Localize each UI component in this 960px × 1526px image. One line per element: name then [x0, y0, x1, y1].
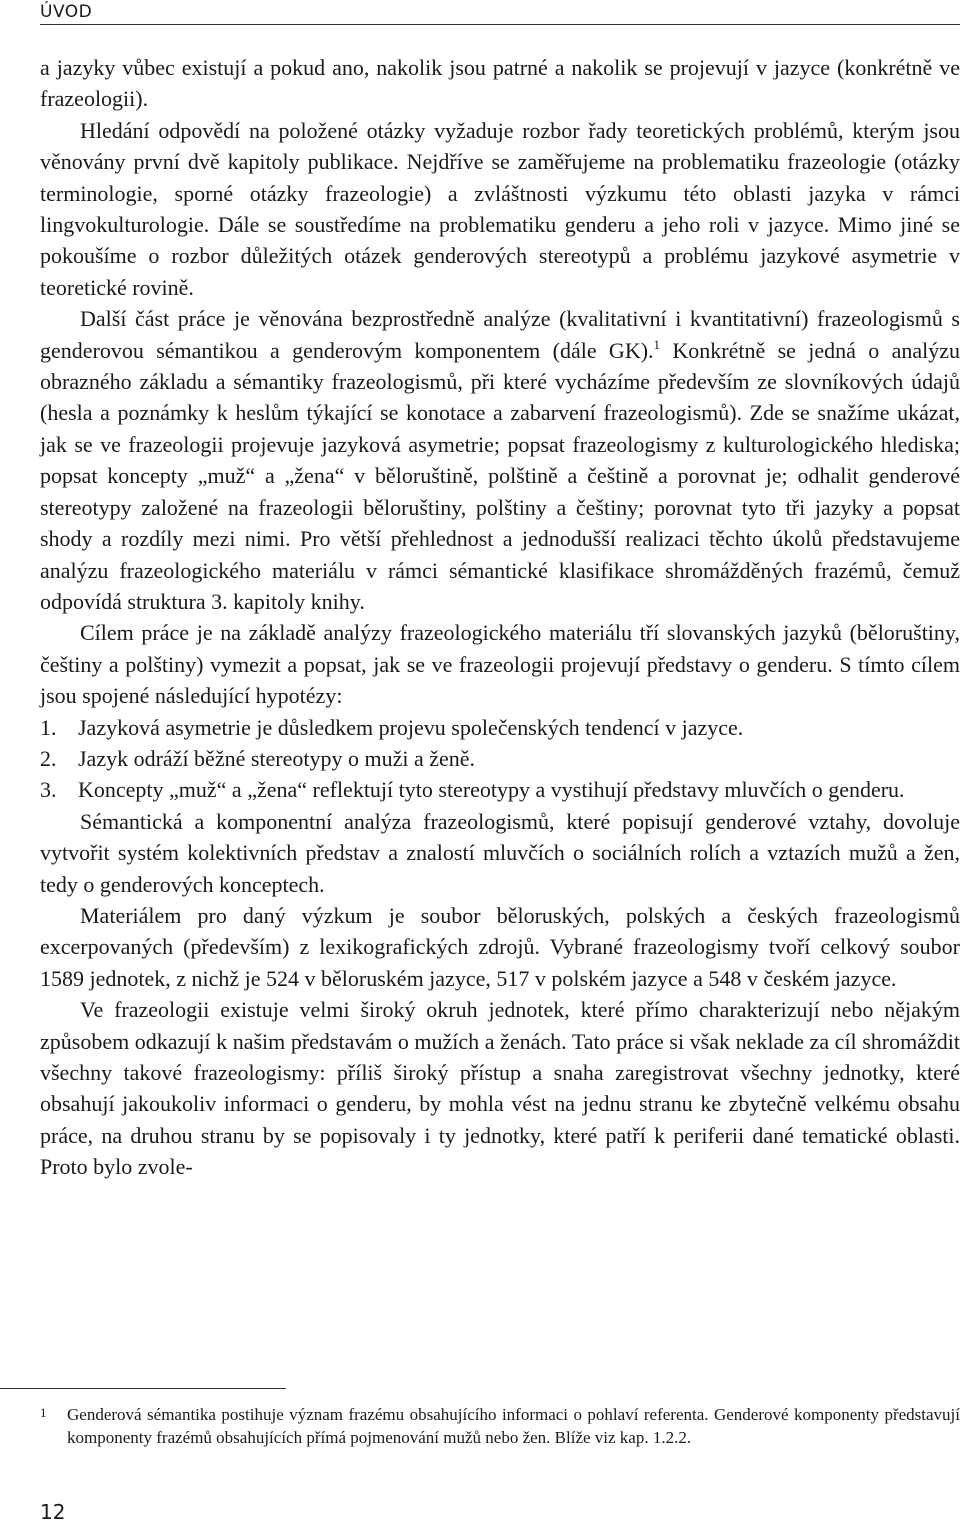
- hypothesis-text: Koncepty „muž“ a „žena“ reflektují tyto stereotypy a vystihují představy mluvčích o genderu.: [78, 777, 905, 803]
- page-number: 12: [40, 1500, 66, 1524]
- hypothesis-item: [40, 743, 960, 774]
- hypothesis-number: 2.: [40, 745, 57, 771]
- paragraph-6: Materiálem pro daný výzkum je soubor běloruských, polských a českých frazeologismů excerpovaných (především) z lexikografických zdrojů. Vybrané frazeologismy tvoří celkový soubor 1589 jednotek, z nichž je 524 v běloruském jazyce, 517 v polském jazyce a 548 v českém jazyce.: [40, 902, 960, 991]
- footnote-text: Genderová sémantika postihuje význam frazému obsahujícího informaci o pohlaví referenta. Genderové komponenty představují komponenty frazémů obsahujících přímá pojmenování mužů nebo žen. Blíže viz kap. 1.2.2.: [67, 1405, 960, 1447]
- paragraph-1: a jazyky vůbec existují a pokud ano, nakolik jsou patrné a nakolik se projevují v jazyce (konkrétně ve frazeologii).: [40, 55, 960, 112]
- hypothesis-number: 3.: [40, 777, 57, 803]
- footnote: [40, 1403, 960, 1449]
- paragraph-2: Hledání odpovědí na položené otázky vyžaduje rozbor řady teoretických problémů, kterým jsou věnovány první dvě kapitoly publikace. Nejdříve se zaměřujeme na problematiku frazeologie (otázky terminologie, sporné otázky frazeologie) a zvláštnosti výzkumu této oblasti jazyka v rámci lingvokulturologie. Dále se soustředíme na problematiku genderu a jeho roli v jazyce. Mimo jiné se pokoušíme o rozbor důležitých otázek genderových stereotypů a problému jazykové asymetrie v teoretické rovině.: [40, 117, 960, 300]
- paragraph-3-text: Další část práce je věnována bezprostředně analýze (kvalitativní i kvantitativní) frazeologismů s genderovou sémantikou a genderovým komponentem (dále GK).: [40, 306, 960, 363]
- paragraph-3-continued: Konkrétně se jedná o analýzu obrazného základu a sémantiky frazeologismů, při které vycházíme především ze slovníkových údajů (hesla a poznámky k heslům týkající se konotace a zabarvení frazeologismů). Zde se snažíme ukázat, jak se ve frazeologii projevuje jazyková asymetrie; popsat frazeologismy z kulturologického hlediska; popsat koncepty „muž“ a „žena“ v běloruštině, polštině a češtině a porovnat je; odhalit genderové stereotypy založené na frazeologii běloruštiny, polštiny a češtiny; porovnat tyto tři jazyky a popsat shody a rozdíly mezi nimi. Pro větší přehlednost a jednodušší realizaci těchto úkolů představujeme analýzu frazeologického materiálu v rámci sémantické klasifikace shromážděných frazémů, čemuž odpovídá struktura 3. kapitoly knihy.: [40, 337, 960, 614]
- header-title: ÚVOD: [40, 2, 93, 22]
- hypothesis-item: [40, 712, 960, 743]
- hypothesis-text: Jazyková asymetrie je důsledkem projevu společenských tendencí v jazyce.: [78, 714, 744, 740]
- footnote-number: 1: [40, 1405, 47, 1420]
- hypothesis-text: Jazyk odráží běžné stereotypy o muži a ženě.: [78, 745, 476, 771]
- hypothesis-number: 1.: [40, 714, 57, 740]
- paragraph-7: Ve frazeologii existuje velmi široký okruh jednotek, které přímo charakterizují nebo nějakým způsobem odkazují k našim představám o mužích a ženách. Tato práce si však neklade za cíl shromáždit všechny takové frazeologismy: příliš široký přístup a snaha zaregistrovat všechny jednotky, které obsahují jakoukoliv informaci o genderu, by mohla vést na jednu stranu ke zbytečně velkému obsahu práce, na druhou stranu by se popisovaly i ty jednotky, které patří k periferii dané tematické oblasti. Proto bylo zvole-: [40, 997, 960, 1180]
- footnote-ref[interactable]: 1: [653, 336, 661, 352]
- running-header: [40, 0, 960, 25]
- paragraph-5: Sémantická a komponentní analýza frazeologismů, které popisují genderové vztahy, dovoluje vytvořit systém kolektivních představ a znalostí mluvčích o sociálních rolích a vztazích mužů a žen, tedy o genderových konceptech.: [40, 808, 960, 897]
- body-text: [40, 52, 960, 1183]
- hypothesis-item: [40, 774, 960, 805]
- paragraph-4: Cílem práce je na základě analýzy frazeologického materiálu tří slovanských jazyků (běloruštiny, češtiny a polštiny) vymezit a popsat, jak se ve frazeologii projevují představy o genderu. S tímto cílem jsou spojené následující hypotézy:: [40, 620, 960, 709]
- hypotheses-list: [40, 712, 960, 806]
- paragraph-3: [40, 303, 960, 617]
- footnote-divider: [0, 1388, 286, 1389]
